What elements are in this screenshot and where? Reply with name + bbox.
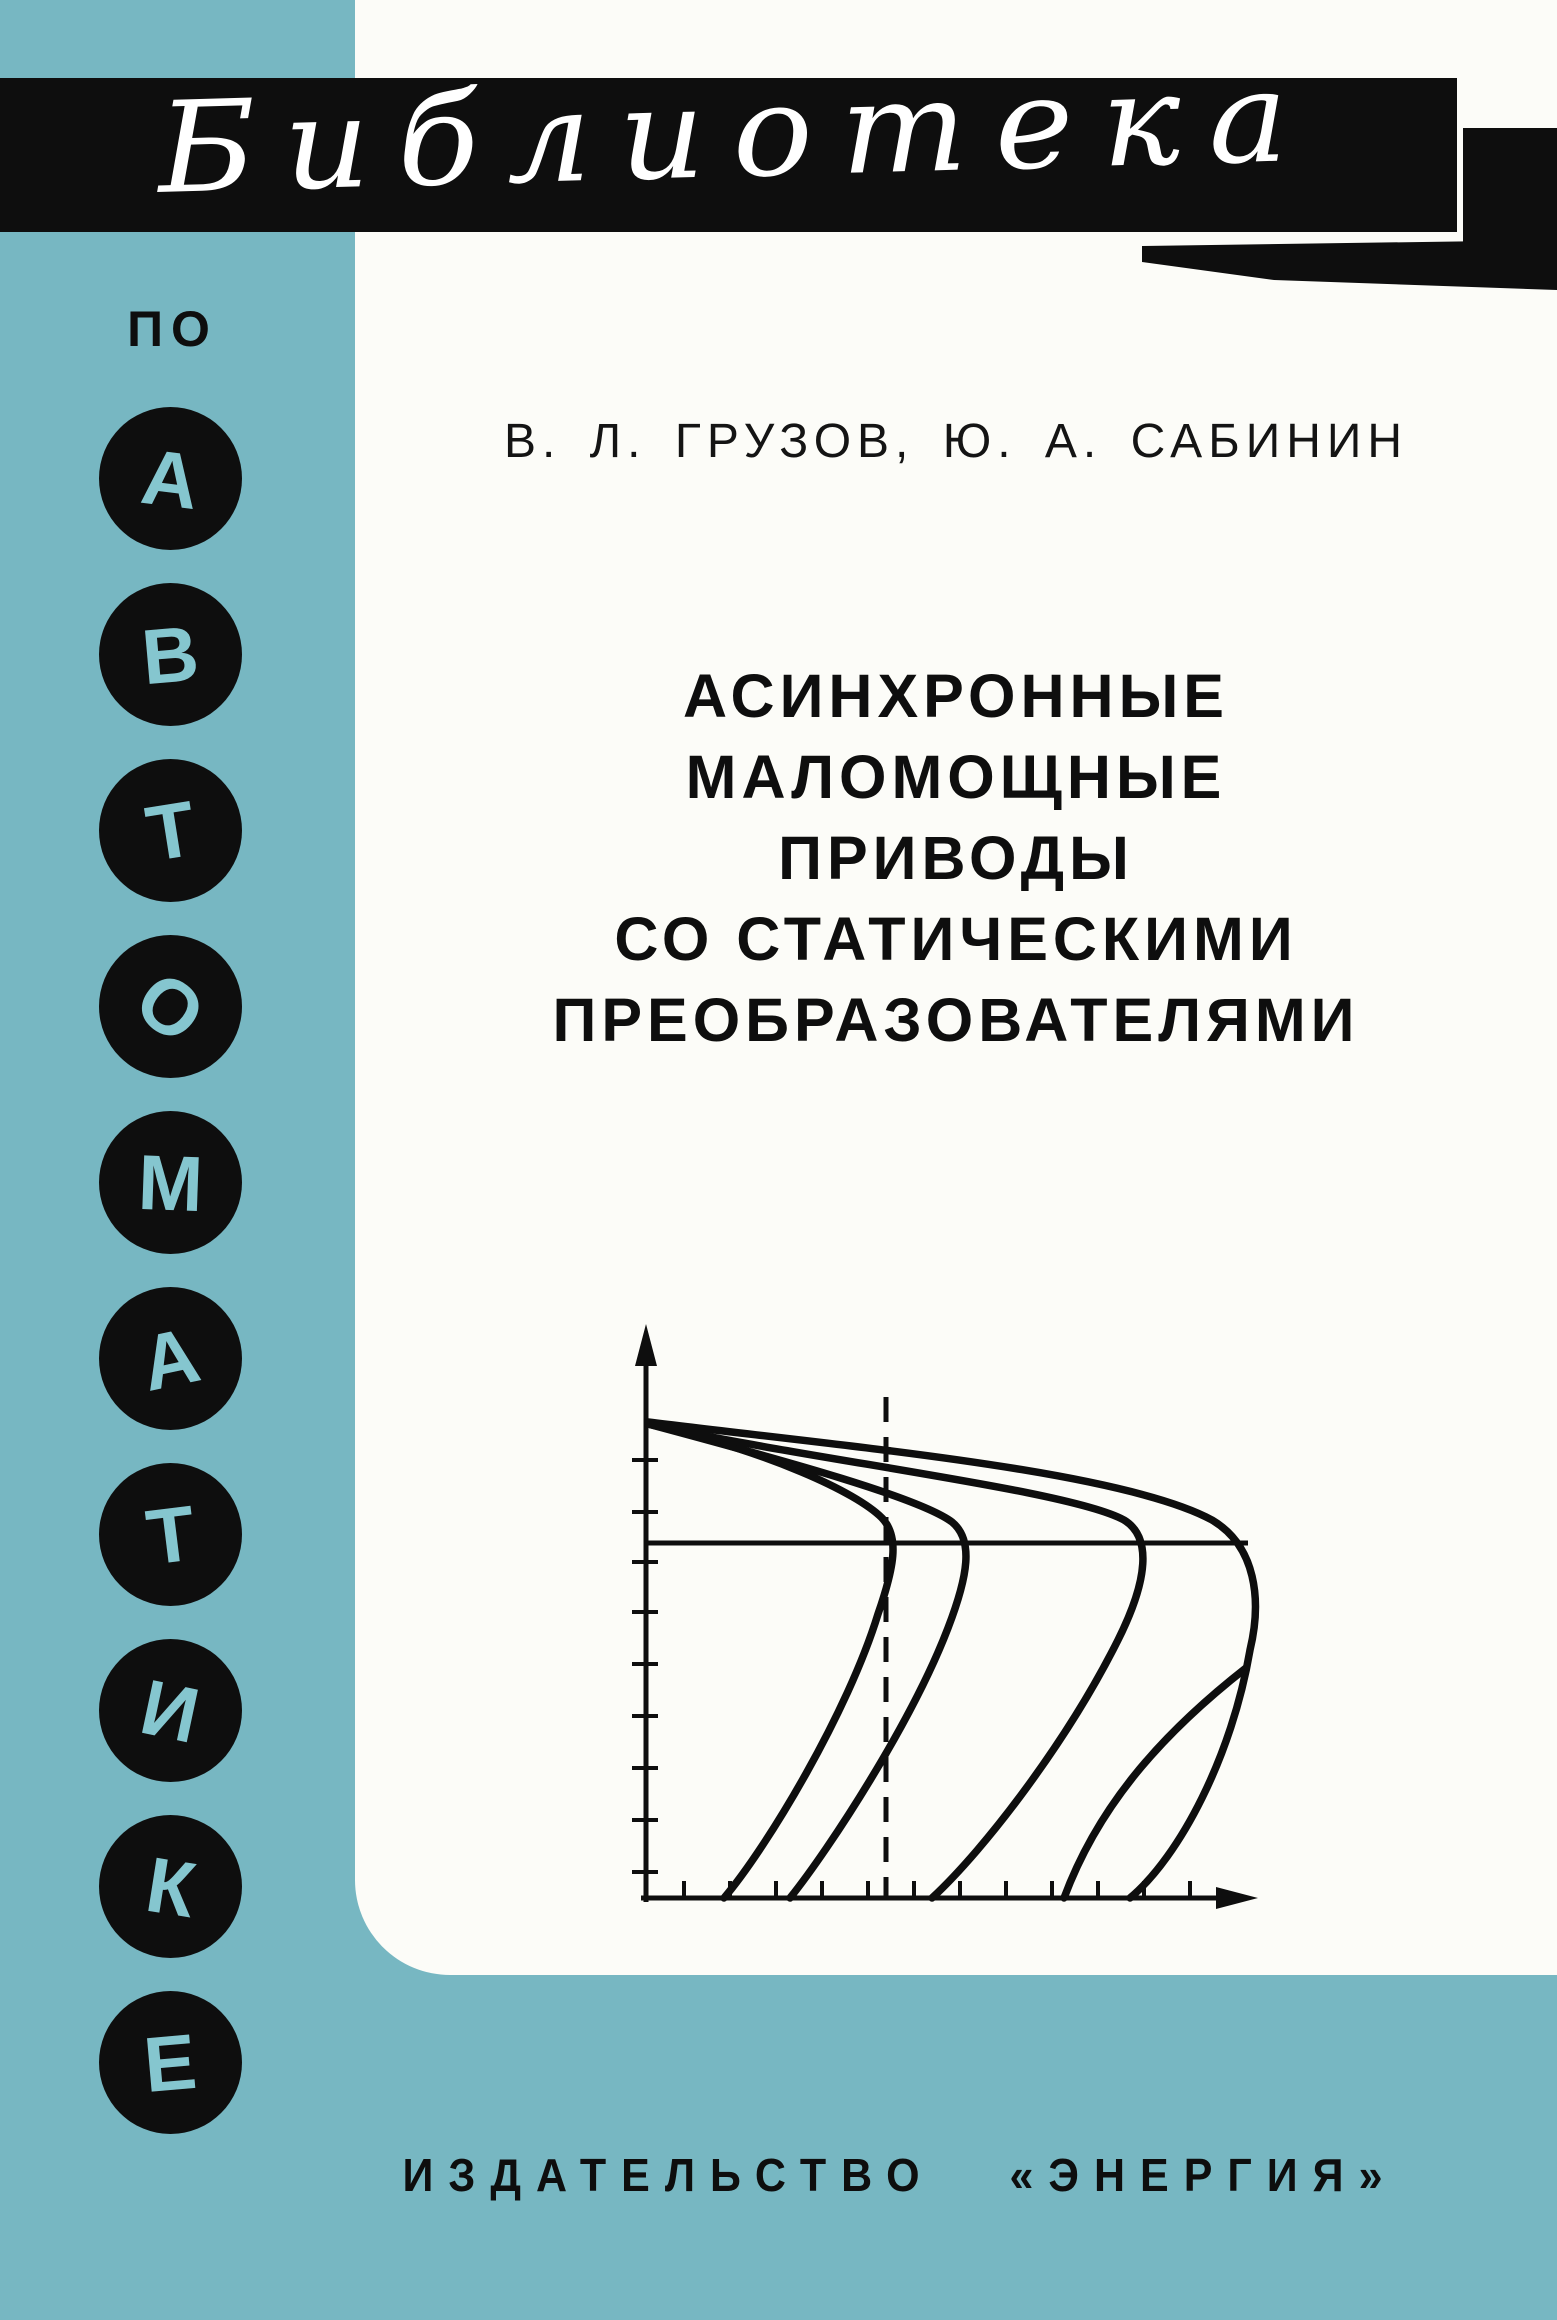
circle-letter: В bbox=[138, 608, 203, 701]
y-axis-arrowhead bbox=[635, 1324, 657, 1366]
sidebar-prefix: ПО bbox=[127, 301, 218, 357]
series-script-title: Библиотека bbox=[155, 42, 1318, 222]
title-line-3: ПРИВОДЫ bbox=[778, 824, 1134, 892]
title-line-4: СО СТАТИЧЕСКИМИ bbox=[614, 905, 1298, 973]
letter-circle bbox=[99, 759, 242, 902]
letter-circle bbox=[99, 1111, 242, 1254]
circle-letter: Т bbox=[140, 783, 201, 878]
circle-letter: И bbox=[133, 1661, 208, 1760]
letter-circle bbox=[99, 1991, 242, 2134]
circle-letter: М bbox=[136, 1137, 205, 1228]
characteristic-4 bbox=[648, 1422, 1255, 1898]
letter-circle bbox=[99, 583, 242, 726]
letter-circle bbox=[99, 1815, 242, 1958]
torque-speed-chart bbox=[555, 1285, 1325, 1965]
letter-circle bbox=[99, 1463, 242, 1606]
series-banner bbox=[0, 42, 1457, 232]
letter-circle bbox=[99, 1639, 242, 1782]
characteristic-1 bbox=[648, 1424, 893, 1898]
circle-letter: О bbox=[119, 953, 222, 1060]
title-line-5: ПРЕОБРАЗОВАТЕЛЯМИ bbox=[552, 986, 1360, 1054]
characteristic-2 bbox=[648, 1424, 966, 1898]
characteristic-4-rising-branch bbox=[1064, 1668, 1246, 1898]
letter-circle bbox=[99, 935, 242, 1078]
circle-letter: А bbox=[137, 431, 204, 526]
banner-underline-flourish bbox=[1142, 234, 1557, 298]
book-title bbox=[355, 656, 1557, 1061]
letter-circle bbox=[99, 407, 242, 550]
letter-circle bbox=[99, 1287, 242, 1430]
title-line-2: МАЛОМОЩНЫЕ bbox=[685, 743, 1227, 811]
circle-letter: А bbox=[133, 1309, 208, 1408]
x-axis-arrowhead bbox=[1216, 1887, 1258, 1909]
circle-letter: К bbox=[140, 1839, 201, 1934]
title-line-1: АСИНХРОННЫЕ bbox=[682, 662, 1229, 730]
publisher-line: ИЗДАТЕЛЬСТВО «ЭНЕРГИЯ» bbox=[402, 2150, 1398, 2202]
circle-letter: Т bbox=[141, 1487, 200, 1582]
circle-letter: Е bbox=[140, 2016, 201, 2109]
authors-line: В. Л. ГРУЗОВ, Ю. А. САБИНИН bbox=[503, 415, 1409, 468]
